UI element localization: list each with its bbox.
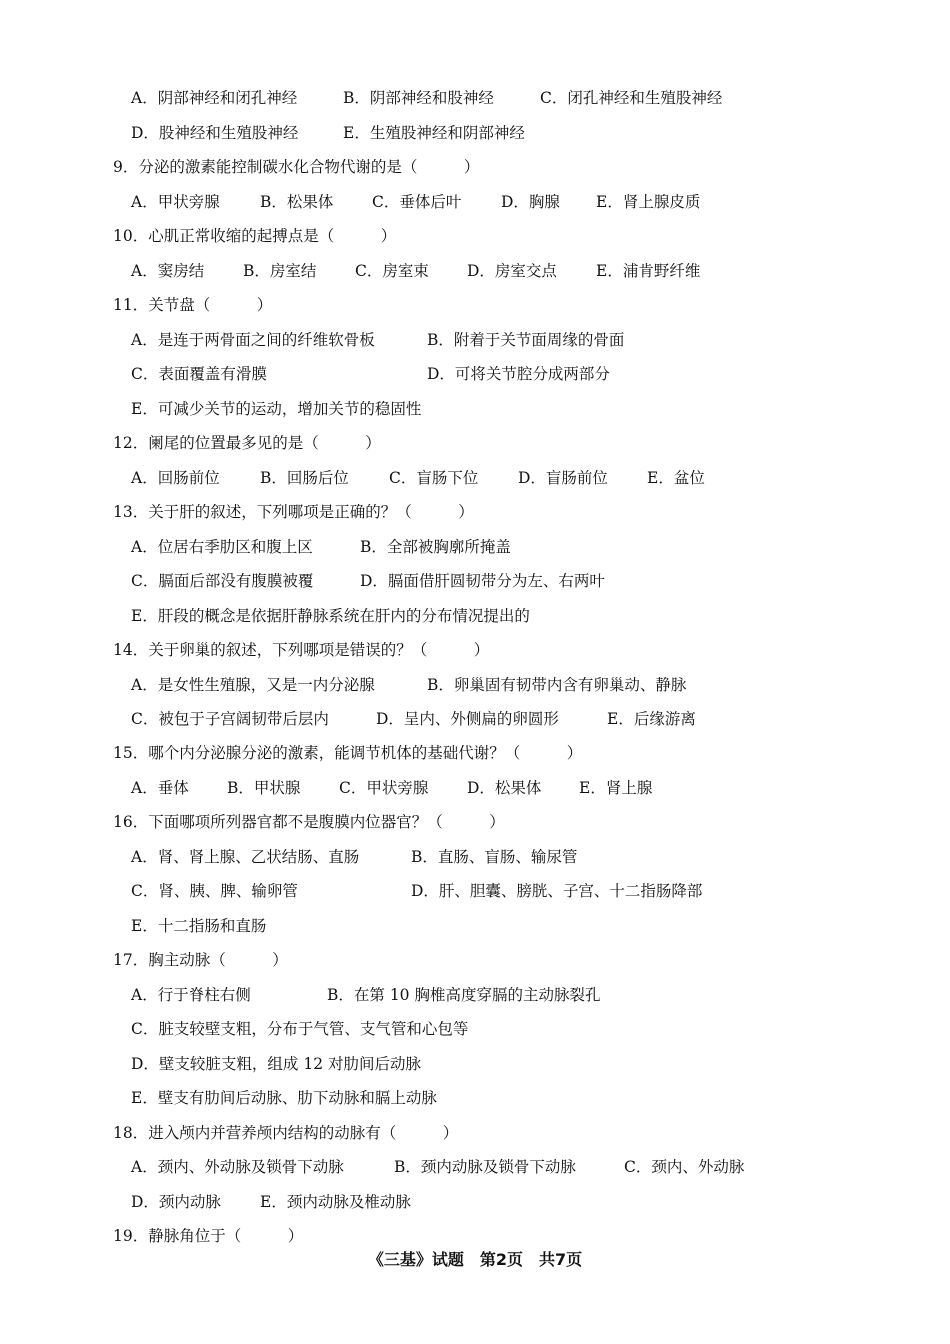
- option: B．房室结: [243, 262, 317, 280]
- option: C．闭孔神经和生殖股神经: [540, 89, 723, 107]
- page-footer: [0, 1247, 950, 1270]
- option: C．房室束: [355, 262, 429, 280]
- option: B．在第 10 胸椎高度穿膈的主动脉裂孔: [327, 986, 601, 1004]
- option: E．颈内动脉及椎动脉: [260, 1193, 411, 1211]
- option: D．股神经和生殖股神经: [131, 124, 299, 142]
- option: A．肾、肾上腺、乙状结肠、直肠: [131, 848, 360, 866]
- option: E．后缘游离: [607, 710, 696, 728]
- option: A．阴部神经和闭孔神经: [131, 89, 298, 107]
- option: D．胸腺: [501, 193, 560, 211]
- option: E．壁支有肋间后动脉、肋下动脉和膈上动脉: [131, 1089, 437, 1107]
- question-stem: 16．下面哪项所列器官都不是腹膜内位器官？（ ）: [113, 813, 505, 831]
- option: C．被包于子宫阔韧带后层内: [131, 710, 329, 728]
- question-stem: 14．关于卵巢的叙述，下列哪项是错误的？（ ）: [113, 641, 490, 659]
- option: E．生殖股神经和阴部神经: [343, 124, 525, 142]
- option: D．颈内动脉: [131, 1193, 221, 1211]
- option: B．甲状腺: [227, 779, 301, 797]
- question-stem: 15．哪个内分泌腺分泌的激素，能调节机体的基础代谢？（ ）: [113, 744, 583, 762]
- option: D．松果体: [467, 779, 542, 797]
- option: E．浦肯野纤维: [596, 262, 701, 280]
- option: A．窦房结: [131, 262, 205, 280]
- option: A．是连于两骨面之间的纤维软骨板: [131, 331, 375, 349]
- question-stem: 9．分泌的激素能控制碳水化合物代谢的是（ ）: [113, 158, 480, 176]
- option: B．松果体: [260, 193, 334, 211]
- option: D．盲肠前位: [518, 469, 608, 487]
- option: C．颈内、外动脉: [624, 1158, 745, 1176]
- option: C．甲状旁腺: [339, 779, 429, 797]
- option: E．十二指肠和直肠: [131, 917, 267, 935]
- option: D．房室交点: [467, 262, 557, 280]
- page-total: 共7页: [539, 1250, 583, 1269]
- question-stem: 11．关节盘（ ）: [113, 296, 273, 314]
- option: B．卵巢固有韧带内含有卵巢动、静脉: [427, 676, 687, 694]
- option: A．位居右季肋区和腹上区: [131, 538, 313, 556]
- option: D．呈内、外侧扁的卵圆形: [376, 710, 559, 728]
- option: A．垂体: [131, 779, 189, 797]
- exam-title: 《三基》试题: [367, 1250, 464, 1269]
- option: E．肝段的概念是依据肝静脉系统在肝内的分布情况提出的: [131, 607, 530, 625]
- option: B．颈内动脉及锁骨下动脉: [394, 1158, 576, 1176]
- option: C．表面覆盖有滑膜: [131, 365, 267, 383]
- question-stem: 12．阑尾的位置最多见的是（ ）: [113, 434, 381, 452]
- question-stem: 19．静脉角位于（ ）: [113, 1227, 304, 1245]
- option: C．垂体后叶: [372, 193, 462, 211]
- option: B．阴部神经和股神经: [343, 89, 494, 107]
- option: E．可减少关节的运动，增加关节的稳固性: [131, 400, 422, 418]
- option: E．肾上腺皮质: [596, 193, 701, 211]
- option: A．颈内、外动脉及锁骨下动脉: [131, 1158, 344, 1176]
- option: D．壁支较脏支粗，组成 12 对肋间后动脉: [131, 1055, 422, 1073]
- option: B．附着于关节面周缘的骨面: [427, 331, 625, 349]
- option: D．肝、胆囊、膀胱、子宫、十二指肠降部: [411, 882, 703, 900]
- option: C．膈面后部没有腹膜被覆: [131, 572, 314, 590]
- page-number: 第2页: [479, 1250, 523, 1269]
- question-stem: 13．关于肝的叙述，下列哪项是正确的？（ ）: [113, 503, 474, 521]
- option: B．回肠后位: [260, 469, 349, 487]
- option: C．肾、胰、脾、输卵管: [131, 882, 298, 900]
- question-stem: 10．心肌正常收缩的起搏点是（ ）: [113, 227, 397, 245]
- option: D．可将关节腔分成两部分: [427, 365, 610, 383]
- option: A．回肠前位: [131, 469, 220, 487]
- option: E．肾上腺: [579, 779, 653, 797]
- option: D．膈面借肝圆韧带分为左、右两叶: [360, 572, 605, 590]
- question-stem: 17．胸主动脉（ ）: [113, 951, 288, 969]
- option: B．全部被胸廓所掩盖: [360, 538, 511, 556]
- question-stem: 18．进入颅内并营养颅内结构的动脉有（ ）: [113, 1124, 459, 1142]
- option: B．直肠、盲肠、输尿管: [411, 848, 578, 866]
- option: A．甲状旁腺: [131, 193, 220, 211]
- option: A．是女性生殖腺，又是一内分泌腺: [131, 676, 375, 694]
- option: E．盆位: [647, 469, 705, 487]
- option: C．脏支较壁支粗，分布于气管、支气管和心包等: [131, 1020, 469, 1038]
- option: C．盲肠下位: [389, 469, 479, 487]
- option: A．行于脊柱右侧: [131, 986, 251, 1004]
